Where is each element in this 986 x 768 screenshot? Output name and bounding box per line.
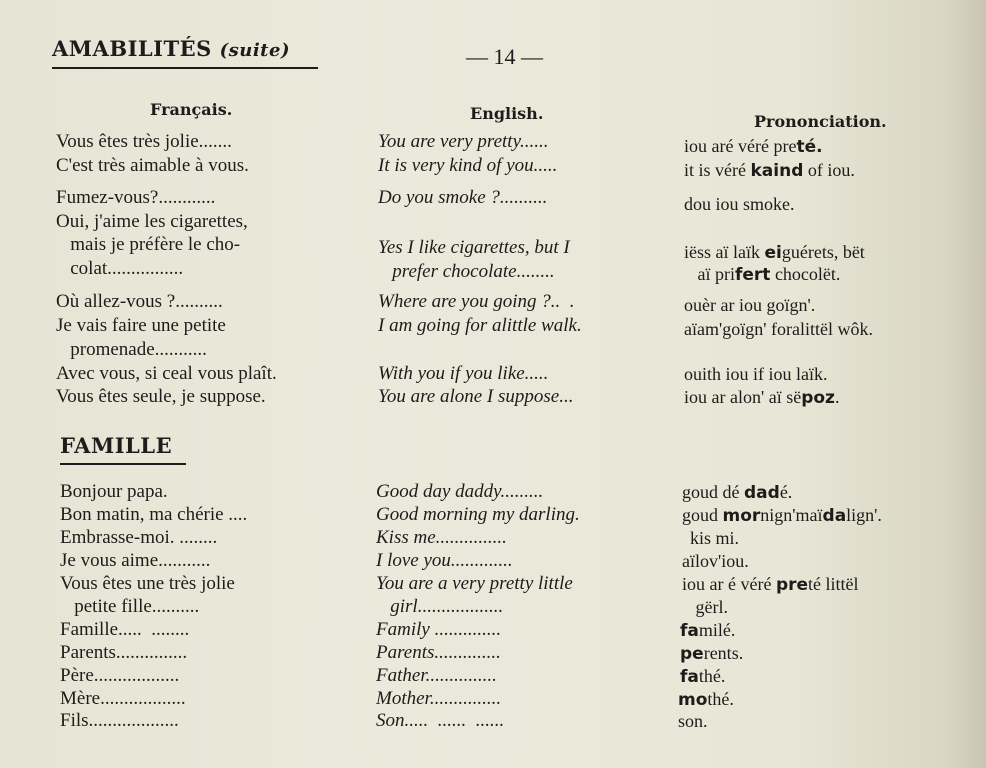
french-text: Vous êtes une très jolie	[60, 573, 235, 594]
phrase-row	[0, 385, 986, 409]
phrase-row	[0, 641, 986, 665]
french-text: petite fille..........	[60, 596, 200, 617]
pronunciation-text: goud mornign'maïdalign'.	[682, 505, 882, 526]
page-number: — 14 —	[466, 44, 543, 69]
french-text: Oui, j'aime les cigarettes,	[56, 211, 248, 232]
french-text: promenade...........	[56, 339, 207, 360]
phrase-row	[0, 257, 986, 285]
english-text: Where are you going ?.. .	[378, 291, 575, 312]
phrase-row	[0, 572, 986, 596]
section-title-amabilites	[52, 36, 290, 61]
french-text: Où allez-vous ?..........	[56, 291, 223, 312]
pronunciation-text: ouith iou if iou laïk.	[684, 364, 828, 384]
title-text: AMABILITÉS	[52, 36, 212, 61]
pronunciation-text: goud dé dadé.	[682, 482, 793, 503]
french-text: Fils...................	[60, 710, 179, 731]
english-text: Mother...............	[376, 688, 502, 709]
pronunciation-text: gërl.	[682, 597, 728, 617]
column-header-pronunciation: Prononciation.	[754, 112, 887, 131]
pronunciation-text: aïlov'iou.	[682, 551, 749, 571]
pronunciation-text: son.	[678, 711, 708, 731]
pronunciation-text: aï prifert chocolët.	[684, 264, 841, 285]
english-text: Do you smoke ?..........	[378, 187, 548, 208]
french-text: Vous êtes seule, je suppose.	[56, 386, 266, 407]
phrase-row	[0, 618, 986, 642]
english-text: You are alone I suppose...	[378, 386, 574, 407]
french-text: Je vais faire une petite	[56, 315, 226, 336]
english-text: I love you.............	[376, 550, 513, 571]
phrase-row	[0, 154, 986, 181]
english-text: Parents..............	[376, 642, 501, 663]
french-text: Vous êtes très jolie.......	[56, 131, 232, 152]
english-text: Good day daddy.........	[376, 481, 544, 502]
column-header-french: Français.	[150, 100, 233, 119]
french-text: Fumez-vous?............	[56, 187, 216, 208]
pronunciation-text: it is véré kaind of iou.	[684, 160, 855, 181]
english-text: With you if you like.....	[378, 363, 549, 384]
phrase-row	[0, 130, 986, 157]
french-text: C'est très aimable à vous.	[56, 155, 249, 176]
phrase-row	[0, 480, 986, 504]
phrase-row	[0, 314, 986, 338]
french-text: Je vous aime...........	[60, 550, 211, 571]
english-text: I am going for alittle walk.	[378, 315, 582, 336]
english-text: girl..................	[376, 596, 504, 617]
pronunciation-text: iou ar é véré preté littël	[682, 574, 859, 595]
phrase-row	[0, 503, 986, 527]
pronunciation-text: mothé.	[678, 689, 734, 710]
phrase-row	[0, 664, 986, 688]
pronunciation-text: kis mi.	[690, 528, 740, 548]
pronunciation-text: dou iou smoke.	[684, 194, 795, 214]
phrase-row	[0, 338, 986, 362]
pronunciation-text: iou ar alon' aï sëpoz.	[684, 387, 840, 408]
french-text: Mère..................	[60, 688, 186, 709]
phrase-row	[0, 290, 986, 314]
phrase-row	[0, 526, 986, 550]
phrase-row	[0, 549, 986, 573]
french-text: Famille..... ........	[60, 619, 190, 640]
english-text: You are very pretty......	[378, 131, 549, 152]
phrase-row	[0, 233, 986, 263]
column-header-english: English.	[470, 104, 544, 123]
english-text: You are a very pretty little	[376, 573, 573, 594]
english-text: Good morning my darling.	[376, 504, 580, 525]
pronunciation-text: aïam'goïgn' foralittël wôk.	[684, 319, 873, 339]
pronunciation-text: ouèr ar iou goïgn'.	[684, 295, 816, 315]
french-text: Père..................	[60, 665, 180, 686]
pronunciation-text: familé.	[680, 620, 736, 641]
french-text: mais je préfère le cho-	[56, 234, 241, 255]
section-title-famille: FAMILLE	[60, 433, 173, 458]
english-text: Yes I like cigarettes, but I	[378, 237, 570, 258]
english-text: Son..... ...... ......	[376, 710, 505, 731]
english-text: Family ..............	[376, 619, 502, 640]
pronunciation-text: iëss aï laïk eiguérets, bët	[684, 242, 865, 263]
phrase-row	[0, 595, 986, 619]
french-text: Avec vous, si ceal vous plaît.	[56, 363, 277, 384]
english-text: It is very kind of you.....	[378, 155, 558, 176]
pronunciation-text: fathé.	[680, 666, 726, 687]
phrase-row	[0, 362, 986, 386]
french-text: colat................	[56, 258, 184, 279]
french-text: Parents...............	[60, 642, 188, 663]
pronunciation-text: iou aré véré preté.	[684, 136, 823, 157]
pronunciation-text: perents.	[680, 643, 744, 664]
phrase-row	[0, 709, 986, 733]
french-text: Embrasse-moi. ........	[60, 527, 218, 548]
french-text: Bon matin, ma chérie ....	[60, 504, 248, 525]
french-text: Bonjour papa.	[60, 481, 168, 502]
phrase-row	[0, 687, 986, 711]
famille-underline	[60, 463, 186, 465]
phrase-row	[0, 210, 986, 234]
title-subtitle: (suite)	[219, 40, 290, 61]
english-text: Father...............	[376, 665, 497, 686]
phrase-row	[0, 186, 986, 214]
title-underline	[52, 67, 318, 69]
english-text: prefer chocolate........	[378, 261, 555, 282]
english-text: Kiss me...............	[376, 527, 507, 548]
